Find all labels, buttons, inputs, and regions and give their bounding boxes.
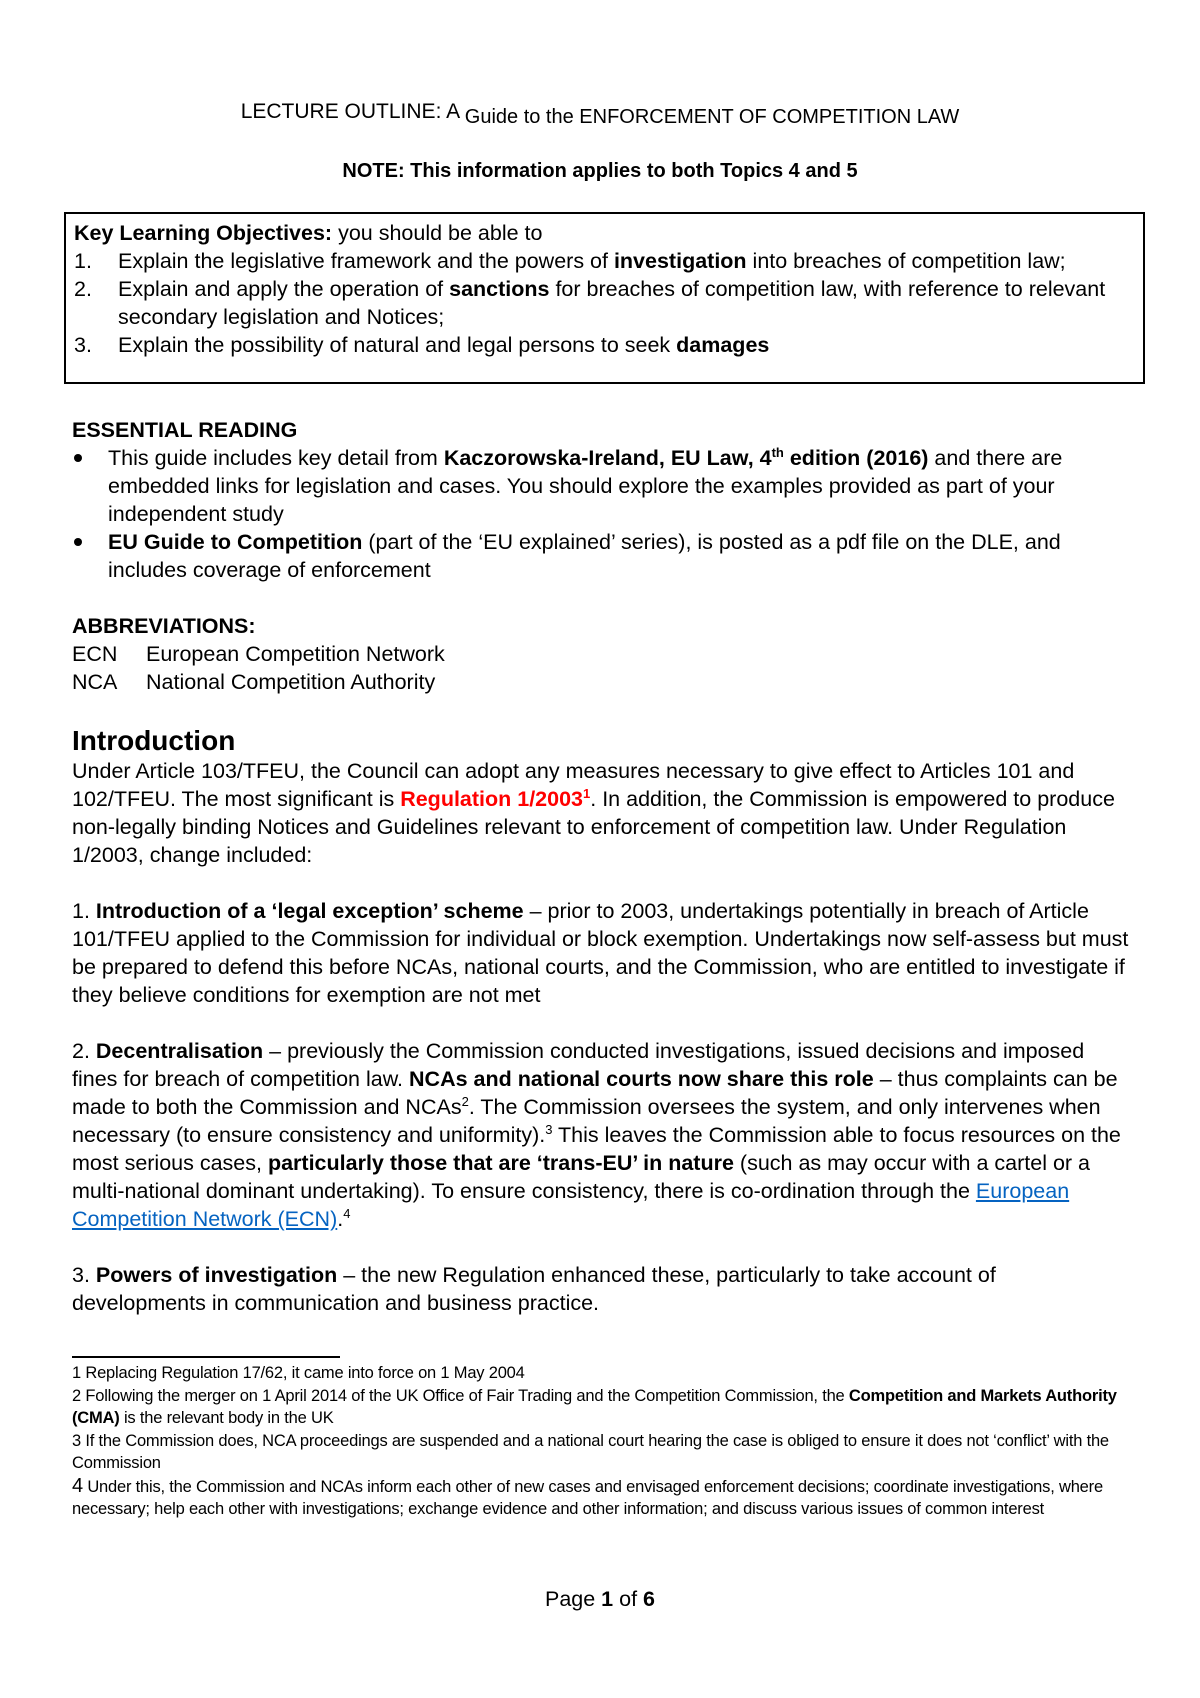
footnote-2 [72, 1385, 1132, 1430]
footnotes-section [72, 1362, 1132, 1521]
objectives-heading: Key Learning Objectives: [74, 221, 333, 245]
point-text: . [337, 1207, 344, 1231]
page-label: Page [544, 1587, 602, 1611]
reading-text: This guide includes key detail from [108, 446, 444, 470]
point-text: – previously the Commission conducted investigations, issued decisions and imposed fines for breach of competition law. [72, 1039, 1085, 1091]
footnote-emphasis: Competition and Markets Authority (CMA) [72, 1386, 1117, 1427]
title-part2: Guide to the ENFORCEMENT OF COMPETITION LAW [464, 106, 960, 128]
reading-text-rest: and there are embedded links for legislation and cases. You should explore the examples provided as part of your independent study [108, 446, 1063, 526]
ecn-link[interactable]: European Competition Network (ECN) [72, 1179, 1070, 1231]
point-emphasis: particularly those that are ‘trans-EU’ in nature [267, 1151, 734, 1175]
footnote-text: 2 Following the merger on 1 April 2014 of the UK Office of Fair Trading and the Competition Commission, the [72, 1386, 849, 1405]
textbook-title: Kaczorowska-Ireland, EU Law, 4 [443, 446, 772, 470]
abbreviation-row [72, 640, 1132, 668]
page-total: 6 [643, 1587, 655, 1611]
point-text: – the new Regulation enhanced these, particularly to take account of developments in communication and business practice. [72, 1263, 996, 1315]
abbreviations-section [72, 612, 1132, 696]
page-number: 1 [601, 1587, 614, 1611]
objective-number: 2. [74, 277, 92, 301]
footnote-ref-1: 1 [583, 785, 591, 801]
objective-item [74, 275, 1135, 331]
footnote-4 [72, 1475, 1132, 1521]
point-heading: Introduction of a ‘legal exception’ scheme [95, 899, 524, 923]
objectives-heading-rest: you should be able to [332, 221, 543, 245]
footnote-ref-2: 2 [461, 1093, 469, 1109]
page-of-label: of [613, 1587, 644, 1611]
learning-objectives-box [64, 212, 1145, 384]
objective-item [74, 331, 1135, 359]
objective-text-rest: for breaches of competition law, with reference to relevant secondary legislation and Notices; [118, 277, 1106, 329]
reading-bullet-item [72, 444, 1132, 528]
objective-number: 1. [74, 249, 92, 273]
objective-text-rest: into breaches of competition law; [746, 249, 1066, 273]
page-footer [0, 1585, 1200, 1613]
footnote-ref-3: 3 [545, 1121, 553, 1137]
point-emphasis: NCAs and national courts now share this role [409, 1067, 874, 1091]
point-text: This leaves the Commission able to focus resources on the most serious cases, [72, 1123, 1121, 1175]
point-number: 3. [72, 1263, 96, 1287]
objective-text: Explain the legislative framework and the powers of [118, 249, 614, 273]
objective-item [74, 247, 1135, 275]
objective-keyword: sanctions [449, 277, 550, 301]
abbreviation-key: ECN [72, 642, 118, 666]
abbreviation-row [72, 668, 1132, 696]
abbreviation-value: European Competition Network [146, 642, 445, 666]
point-heading: Powers of investigation [95, 1263, 338, 1287]
topics-note: NOTE: This information applies to both Topics 4 and 5 [342, 160, 858, 182]
footnote-3: 3 If the Commission does, NCA proceedings are suspended and a national court hearing the case is obliged to ensure it does not ‘conflict’ with the Commission [72, 1431, 1109, 1472]
change-point-2 [72, 1037, 1132, 1233]
title-colon: : A [435, 100, 459, 123]
change-point-3 [72, 1261, 1132, 1317]
introduction-heading: Introduction [72, 725, 236, 756]
essential-reading-heading: ESSENTIAL READING [72, 418, 298, 442]
introduction-section [72, 725, 1132, 1317]
intro-paragraph [72, 757, 1132, 869]
footnote-1: 1 Replacing Regulation 17/62, it came into force on 1 May 2004 [72, 1364, 525, 1382]
footnote-text-rest: is the relevant body in the UK [119, 1409, 334, 1427]
eu-guide-title: EU Guide to Competition [108, 530, 363, 554]
document-title [0, 98, 1200, 126]
abbreviation-value: National Competition Authority [146, 670, 436, 694]
point-text: – thus complaints can be made to both the Commission and NCAs [72, 1067, 1118, 1119]
footnote-text: Under this, the Commission and NCAs inform each other of new cases and envisaged enforcement decisions; coordinate investigations, where necessary; help each other with investigations; exchange evidence and other information; and discuss various issues of common interest [72, 1477, 1103, 1518]
intro-text: Under Article 103/TFEU, the Council can adopt any measures necessary to give effect to Articles 101 and 102/TFEU. The most significant is [72, 759, 1075, 811]
objective-text: Explain and apply the operation of [118, 277, 450, 301]
point-number: 1. [72, 899, 96, 923]
edition-superscript: th [771, 444, 784, 460]
intro-text-rest: . In addition, the Commission is empowered to produce non-legally binding Notices and Guidelines relevant to enforcement of competition law. Under Regulation 1/2003, change included: [72, 787, 1115, 867]
footnote-ref-4: 4 [343, 1205, 351, 1221]
objective-keyword: damages [676, 333, 770, 357]
change-point-1 [72, 897, 1132, 1009]
objective-number: 3. [74, 333, 92, 357]
textbook-edition: edition (2016) [783, 446, 929, 470]
reading-text-rest: (part of the ‘EU explained’ series), is posted as a pdf file on the DLE, and includes coverage of enforcement [108, 530, 1061, 582]
title-part1: LECTURE OUTLINE [240, 100, 436, 123]
point-number: 2. [72, 1039, 96, 1063]
objectives-heading-line [74, 219, 1135, 247]
point-text: – prior to 2003, undertakings potentially in breach of Article 101/TFEU applied to the Commission for individual or block exemption. Undertakings now self-assess but must be prepared to defend this before NCAs, national courts, and the Commission, who are entitled to investigate if they believe conditions for exemption are not met [72, 899, 1129, 1007]
abbreviation-key: NCA [72, 670, 118, 694]
footnote-number: 4 [72, 1474, 83, 1497]
footnote-separator [72, 1356, 340, 1358]
point-text: . The Commission oversees the system, and only intervenes when necessary (to ensure consistency and uniformity). [72, 1095, 1101, 1147]
essential-reading-section [72, 416, 1132, 584]
abbreviations-heading: ABBREVIATIONS: [72, 614, 256, 638]
objective-text: Explain the possibility of natural and legal persons to seek [118, 333, 677, 357]
reading-bullet-item [72, 528, 1132, 584]
bullet-icon [72, 528, 108, 584]
point-heading: Decentralisation [95, 1039, 264, 1063]
regulation-highlight: Regulation 1/2003 [400, 787, 584, 811]
objective-keyword: investigation [613, 249, 747, 273]
bullet-icon [72, 444, 108, 528]
point-text: (such as may occur with a cartel or a multi-national dominant undertaking). To ensure consistency, there is co-ordination through the [72, 1151, 1091, 1203]
